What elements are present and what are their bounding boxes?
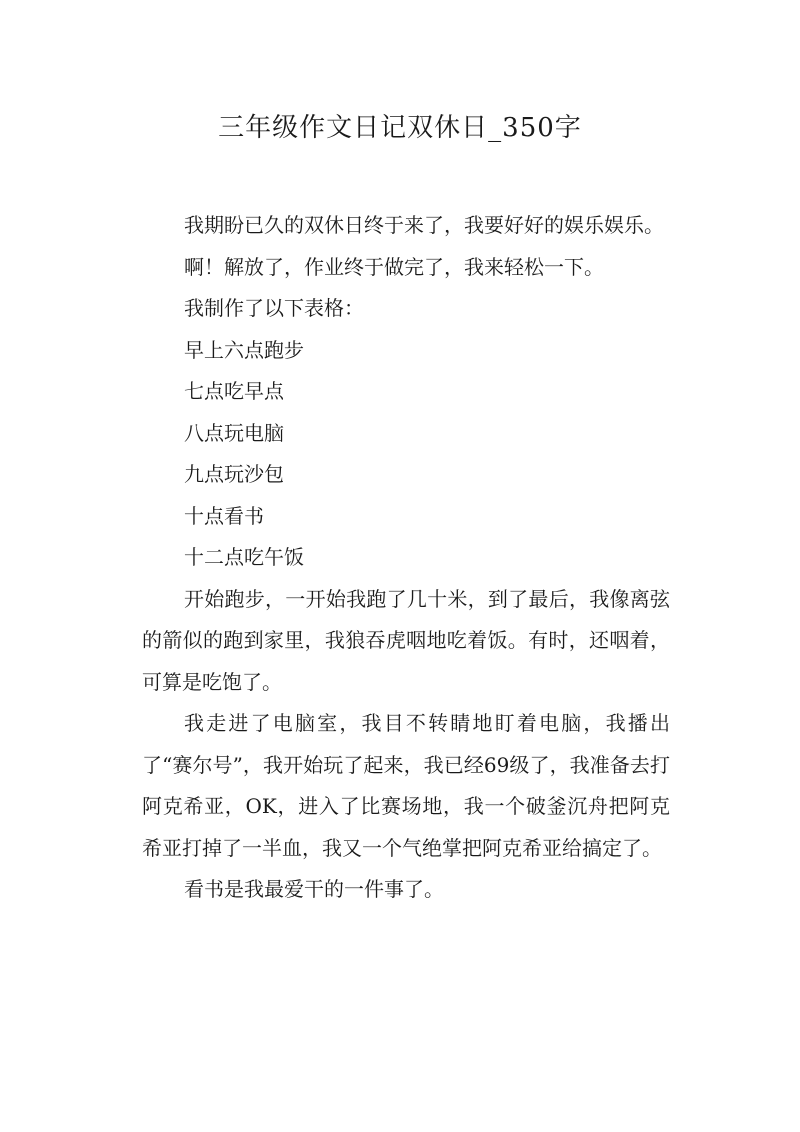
schedule-item-2: 七点吃早点 — [184, 379, 284, 403]
document-body — [142, 205, 670, 911]
schedule-item-5: 十点看书 — [184, 503, 264, 528]
schedule-item-4: 九点玩沙包 — [184, 462, 284, 486]
schedule-item-3: 八点玩电脑 — [184, 420, 284, 445]
schedule-item-6: 十二点吃午饭 — [184, 545, 304, 569]
paragraph-running: 开始跑步，一开始我跑了几十米，到了最后，我像离弦的箭似的跑到家里，我狼吞虎咽地吃着饭。有时，还咽着，可算是吃饱了。 — [142, 586, 670, 694]
paragraph-reading: 看书是我最爱干的一件事了。 — [184, 877, 444, 901]
paragraph-1: 我期盼已久的双休日终于来了，我要好好的娱乐娱乐。 — [184, 213, 664, 237]
schedule-item-1: 早上六点跑步 — [184, 337, 304, 362]
paragraph-3: 我制作了以下表格： — [184, 296, 364, 320]
document-title: 三年级作文日记双休日_350字 — [218, 113, 582, 143]
paragraph-computer: 我走进了电脑室，我目不转睛地盯着电脑，我播出了“赛尔号”，我开始玩了起来，我已经69级了，我准备去打阿克希亚，OK，进入了比赛场地，我一个破釜沉舟把阿克希亚打掉了一半血，我又一个气绝掌把阿克希亚给搞定了。 — [142, 711, 670, 860]
paragraph-2: 啊！解放了，作业终于做完了，我来轻松一下。 — [184, 254, 604, 279]
